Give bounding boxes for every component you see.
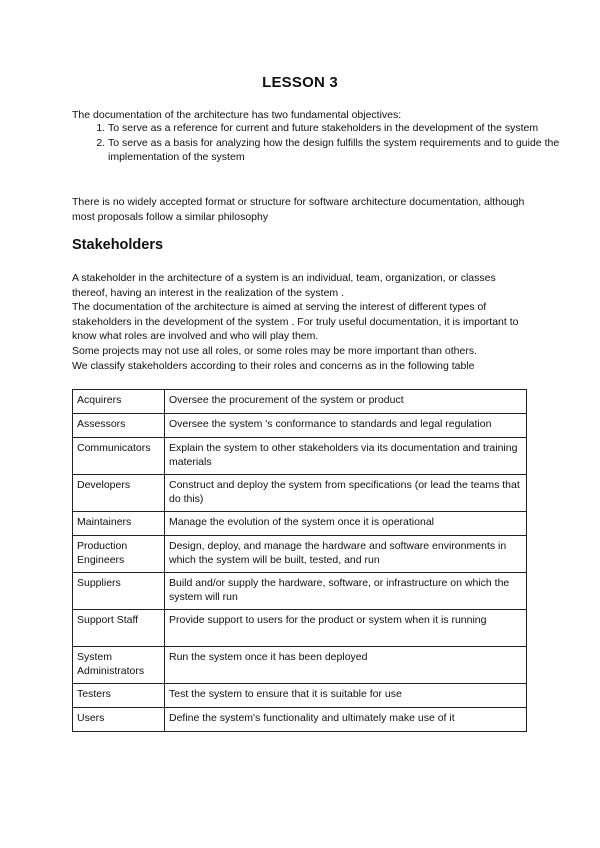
stakeholders-paragraph bbox=[72, 271, 534, 373]
role-cell: Users bbox=[73, 708, 165, 732]
paragraph-line: Some projects may not use all roles, or some roles may be more important than others. bbox=[72, 344, 478, 357]
table-row bbox=[73, 684, 527, 708]
role-cell: Acquirers bbox=[73, 390, 165, 414]
roles-table bbox=[72, 389, 527, 732]
concern-cell: Oversee the procurement of the system or product bbox=[165, 390, 527, 414]
role-cell: Maintainers bbox=[73, 512, 165, 536]
list-item: 2. To serve as a basis for analyzing how the design fulfills the system requirements and to guide the implementation of the system bbox=[108, 136, 563, 165]
concern-cell: Construct and deploy the system from specifications (or lead the teams that do this) bbox=[165, 475, 527, 512]
concern-cell: Run the system once it has been deployed bbox=[165, 647, 527, 684]
paragraph-line: We classify stakeholders according to their roles and concerns as in the following table bbox=[72, 359, 475, 372]
concern-cell: Explain the system to other stakeholders via its documentation and training materials bbox=[165, 438, 527, 475]
paragraph-line: A stakeholder in the architecture of a system is an individual, team, organization, or classes thereof, having an interest in the realization of the system . bbox=[72, 272, 496, 299]
role-cell: System Administrators bbox=[73, 647, 165, 684]
table-row bbox=[73, 610, 527, 647]
concern-cell: Oversee the system 's conformance to standards and legal regulation bbox=[165, 414, 527, 438]
role-cell: Support Staff bbox=[73, 610, 165, 647]
table-row bbox=[73, 708, 527, 732]
list-item: 1. To serve as a reference for current and future stakeholders in the development of the system bbox=[108, 121, 563, 136]
table-row bbox=[73, 414, 527, 438]
table-row bbox=[73, 438, 527, 475]
concern-cell: Build and/or supply the hardware, software, or infrastructure on which the system will run bbox=[165, 573, 527, 610]
table-row bbox=[73, 390, 527, 414]
concern-cell: Manage the evolution of the system once it is operational bbox=[165, 512, 527, 536]
table-row bbox=[73, 573, 527, 610]
table-row bbox=[73, 647, 527, 684]
role-cell: Suppliers bbox=[73, 573, 165, 610]
role-cell: Assessors bbox=[73, 414, 165, 438]
role-cell: Testers bbox=[73, 684, 165, 708]
section-heading: Stakeholders bbox=[72, 237, 164, 253]
role-cell: Production Engineers bbox=[73, 536, 165, 573]
concern-cell: Test the system to ensure that it is suitable for use bbox=[165, 684, 527, 708]
table-row bbox=[73, 475, 527, 512]
role-cell: Communicators bbox=[73, 438, 165, 475]
page-title: LESSON 3 bbox=[262, 74, 338, 91]
concern-cell: Define the system's functionality and ultimately make use of it bbox=[165, 708, 527, 732]
table-row bbox=[73, 512, 527, 536]
intro-paragraph: The documentation of the architecture has two fundamental objectives: bbox=[72, 109, 402, 121]
concern-cell: Design, deploy, and manage the hardware and software environments in which the system will be built, tested, and run bbox=[165, 536, 527, 573]
objectives-list bbox=[72, 121, 563, 165]
paragraph-line: The documentation of the architecture is aimed at serving the interest of different types of stakeholders in the development of the system . For truly useful documentation, it is important to know what roles are involved and who will play them. bbox=[72, 301, 519, 343]
concern-cell: Provide support to users for the product or system when it is running bbox=[165, 610, 527, 647]
role-cell: Developers bbox=[73, 475, 165, 512]
table-row bbox=[73, 536, 527, 573]
format-note-paragraph: There is no widely accepted format or structure for software architecture documentation, although most proposals follow a similar philosophy bbox=[72, 196, 525, 223]
